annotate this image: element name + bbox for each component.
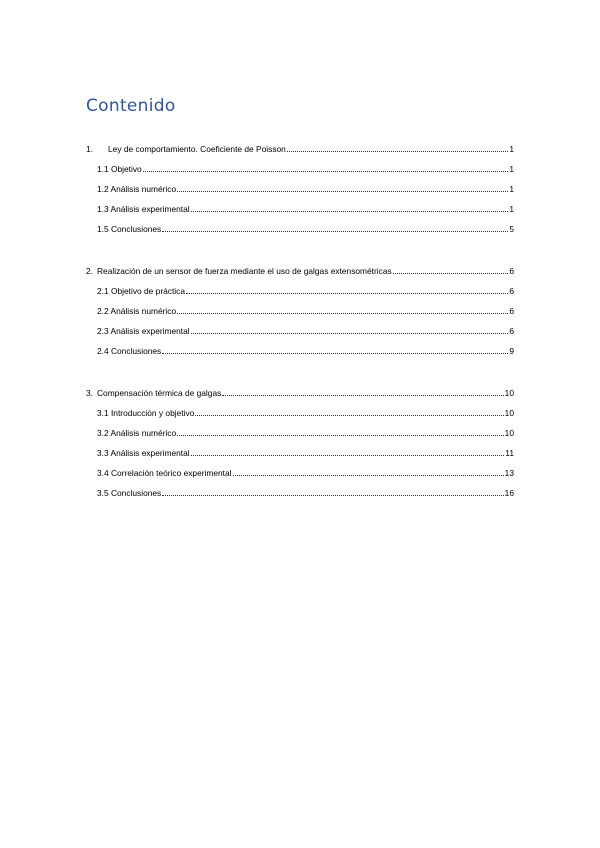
toc-page-number: 6 (509, 326, 514, 336)
toc-heading: Contenido (86, 96, 176, 116)
toc-entry-label: 3.2 Análisis numérico (97, 428, 177, 438)
dot-leader (186, 293, 508, 294)
toc-entry-label: 2.1 Objetivo de práctica (97, 286, 185, 296)
toc-page-number: 1 (509, 184, 514, 194)
toc-entry-3-2[interactable] (97, 424, 514, 438)
toc-entry-label: 1.3 Análisis experimental (97, 204, 190, 214)
toc-page-number: 1 (509, 204, 514, 214)
dot-leader (143, 171, 509, 172)
toc-entry-label: 3.4 Correlación teórico experimental (97, 468, 232, 478)
toc-entry-label (86, 388, 221, 398)
toc-entry-label: 2.3 Análisis experimental (97, 326, 190, 336)
toc-entry-1-2[interactable] (97, 180, 514, 194)
toc-entry-label: 3.5 Conclusiones (97, 488, 162, 498)
toc-entry-number: 3. (86, 388, 93, 398)
toc-page-number: 6 (509, 266, 514, 276)
toc-entry-label (86, 266, 392, 276)
toc-entry-3-4[interactable] (97, 464, 514, 478)
toc-entry-2-4[interactable] (97, 342, 514, 356)
toc-entry-label: 3.3 Análisis experimental (97, 448, 190, 458)
toc-entry-1-5[interactable] (97, 220, 514, 234)
toc-page-number: 5 (509, 224, 514, 234)
toc-page-number: 1 (509, 144, 514, 154)
toc-page-number: 9 (509, 346, 514, 356)
toc-entry-number: 2. (86, 266, 93, 276)
toc-entry-2-2[interactable] (97, 302, 514, 316)
toc-entry-3-1[interactable] (97, 404, 514, 418)
dot-leader (162, 495, 503, 496)
toc-entry-1-3[interactable] (97, 200, 514, 214)
toc-entry-title: Realización de un sensor de fuerza mediante el uso de galgas extensométricas (97, 266, 392, 276)
toc-entry-label (86, 144, 286, 154)
toc-page-number: 11 (505, 448, 514, 458)
dot-leader (177, 435, 504, 436)
toc-entry-3[interactable] (86, 384, 514, 398)
toc-entry-1-1[interactable] (97, 160, 514, 174)
toc-entry-label: 2.2 Análisis numérico (97, 306, 177, 316)
toc-entry-2-3[interactable] (97, 322, 514, 336)
toc-page-number: 13 (504, 468, 514, 478)
toc-page-number: 1 (509, 164, 514, 174)
toc-page-number: 10 (504, 428, 514, 438)
toc-page-number: 10 (504, 388, 514, 398)
dot-leader (177, 313, 508, 314)
toc-page-number: 10 (504, 408, 514, 418)
toc-entry-label: 1.5 Conclusiones (97, 224, 162, 234)
toc-entry-2[interactable] (86, 262, 514, 276)
toc-entry-3-3[interactable] (97, 444, 514, 458)
toc-entry-number: 1. (86, 144, 93, 154)
dot-leader (287, 151, 508, 152)
toc-entry-label: 2.4 Conclusiones (97, 346, 162, 356)
toc-entry-3-5[interactable] (97, 484, 514, 498)
toc-entry-label: 1.1 Objetivo (97, 164, 142, 174)
dot-leader (191, 333, 509, 334)
toc-page-number: 6 (509, 286, 514, 296)
dot-leader (177, 191, 508, 192)
dot-leader (162, 231, 508, 232)
dot-leader (191, 455, 505, 456)
dot-leader (191, 211, 509, 212)
toc-page-number: 6 (509, 306, 514, 316)
toc-entry-1[interactable] (86, 140, 514, 154)
dot-leader (195, 415, 503, 416)
dot-leader (222, 395, 503, 396)
toc-entry-title: Ley de comportamiento. Coeficiente de Poisson (108, 144, 286, 154)
toc-entry-label: 1.2 Análisis numérico (97, 184, 177, 194)
dot-leader (162, 353, 508, 354)
dot-leader (393, 273, 509, 274)
toc-entry-title: Compensación térmica de galgas (97, 388, 222, 398)
toc-entry-2-1[interactable] (97, 282, 514, 296)
toc-page-number: 16 (504, 488, 514, 498)
toc-entry-label: 3.1 Introducción y objetivo (97, 408, 195, 418)
dot-leader (233, 475, 504, 476)
